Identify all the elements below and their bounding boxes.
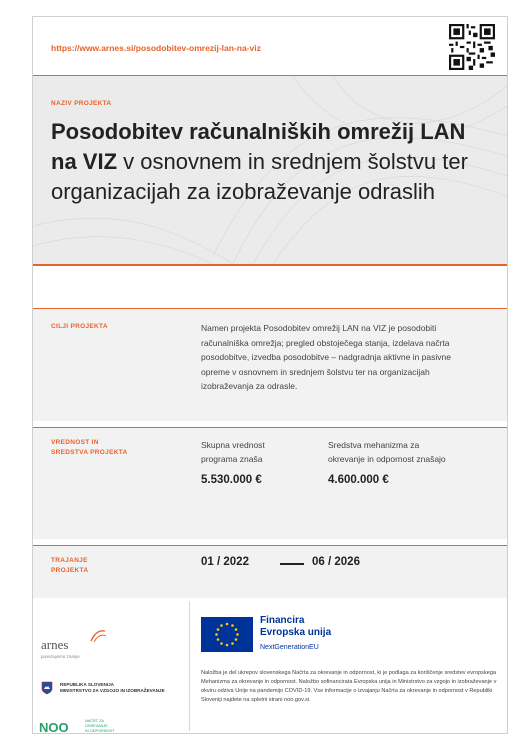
rrf-funds-label: Sredstva mehanizma za okrevanje in odpornost znašajo	[328, 440, 446, 464]
total-value-label: Skupna vrednost programa znaša	[201, 440, 265, 464]
ministry-logo-text: REPUBLIKA SLOVENIJA MINISTRSTVO ZA VZGOJO IN IZOBRAŽEVANJE	[60, 682, 165, 693]
duration-section	[33, 545, 507, 598]
duration-top-rule	[33, 545, 507, 546]
eu-financed-by	[260, 615, 331, 639]
arnes-tagline: povezujemo znanje	[41, 654, 80, 659]
duration-end: 06 / 2026	[312, 556, 360, 568]
goals-label: CILJI PROJEKTA	[51, 323, 108, 330]
total-value: 5.530.000 €	[201, 474, 262, 486]
hero-bottom-divider	[33, 264, 507, 266]
eu-flag-icon	[201, 617, 253, 652]
eu-next-generation: NextGenerationEU	[260, 644, 319, 651]
project-name-label: NAZIV PROJEKTA	[51, 100, 112, 107]
footer-separator	[189, 601, 190, 731]
goals-top-rule	[33, 308, 507, 309]
slovenia-coat-of-arms-icon	[41, 681, 53, 695]
duration-label: TRAJANJE PROJEKTA	[51, 557, 89, 574]
goals-text: Namen projekta Posodobitev omrežij LAN na VIZ je posodobiti računalniška omrežja; pregled obstoječega stanja, izdelava načrta posodobitve, izvedba posodobitve – nadgradnja aktivne in pasivne opreme v osnovnem in srednjem šolstvu ter na organizacijah izobraževanja za odrasle.	[201, 323, 451, 391]
funding-note: Naložba je del ukrepov slovenskega Načrta za okrevanje in odpornost, ki je podlaga za koriščenje sredstev evropskega Mehanizma za okrevanje in odpornost. Naložbo sofinancirata Evropska unija in Ministrstvo za vzgojo in izobraževanje v okviru odziva Unije na pandemijo COVID-19. Vse informacije o izvajanju Načrta za okrevanje in odpornost v Republiki Sloveniji najdete na spletni strani noo.gov.si.	[201, 670, 497, 703]
qr-code-icon[interactable]	[449, 24, 495, 70]
project-title-bold: Posodobitev računalniških omrežij LAN na VIZ	[51, 119, 466, 174]
duration-start: 01 / 2022	[201, 556, 249, 568]
arnes-swoosh-icon	[89, 628, 107, 644]
funds-label: VREDNOST IN SREDSTVA PROJEKTA	[51, 439, 128, 456]
noo-logo: NOO	[39, 720, 69, 735]
duration-dash	[280, 563, 304, 565]
funds-top-rule	[33, 427, 507, 428]
project-sheet	[32, 16, 508, 734]
rrf-funds-value: 4.600.000 €	[328, 474, 389, 486]
eu-line-financira: Financira	[260, 615, 305, 626]
eu-line-evropska-unija: Evropska unija	[260, 627, 332, 638]
noo-logo-subtitle: NAČRT ZA OKREVANJE IN ODPORNOST	[85, 719, 115, 733]
project-url-link[interactable]: https://www.arnes.si/posodobitev-omrezij-lan-na-viz	[51, 43, 261, 53]
project-title-rest: v osnovnem in srednjem šolstvu ter organizacijah za izobraževanje odraslih	[51, 149, 468, 204]
arnes-logo: arnes	[41, 637, 69, 652]
project-title	[51, 117, 491, 207]
